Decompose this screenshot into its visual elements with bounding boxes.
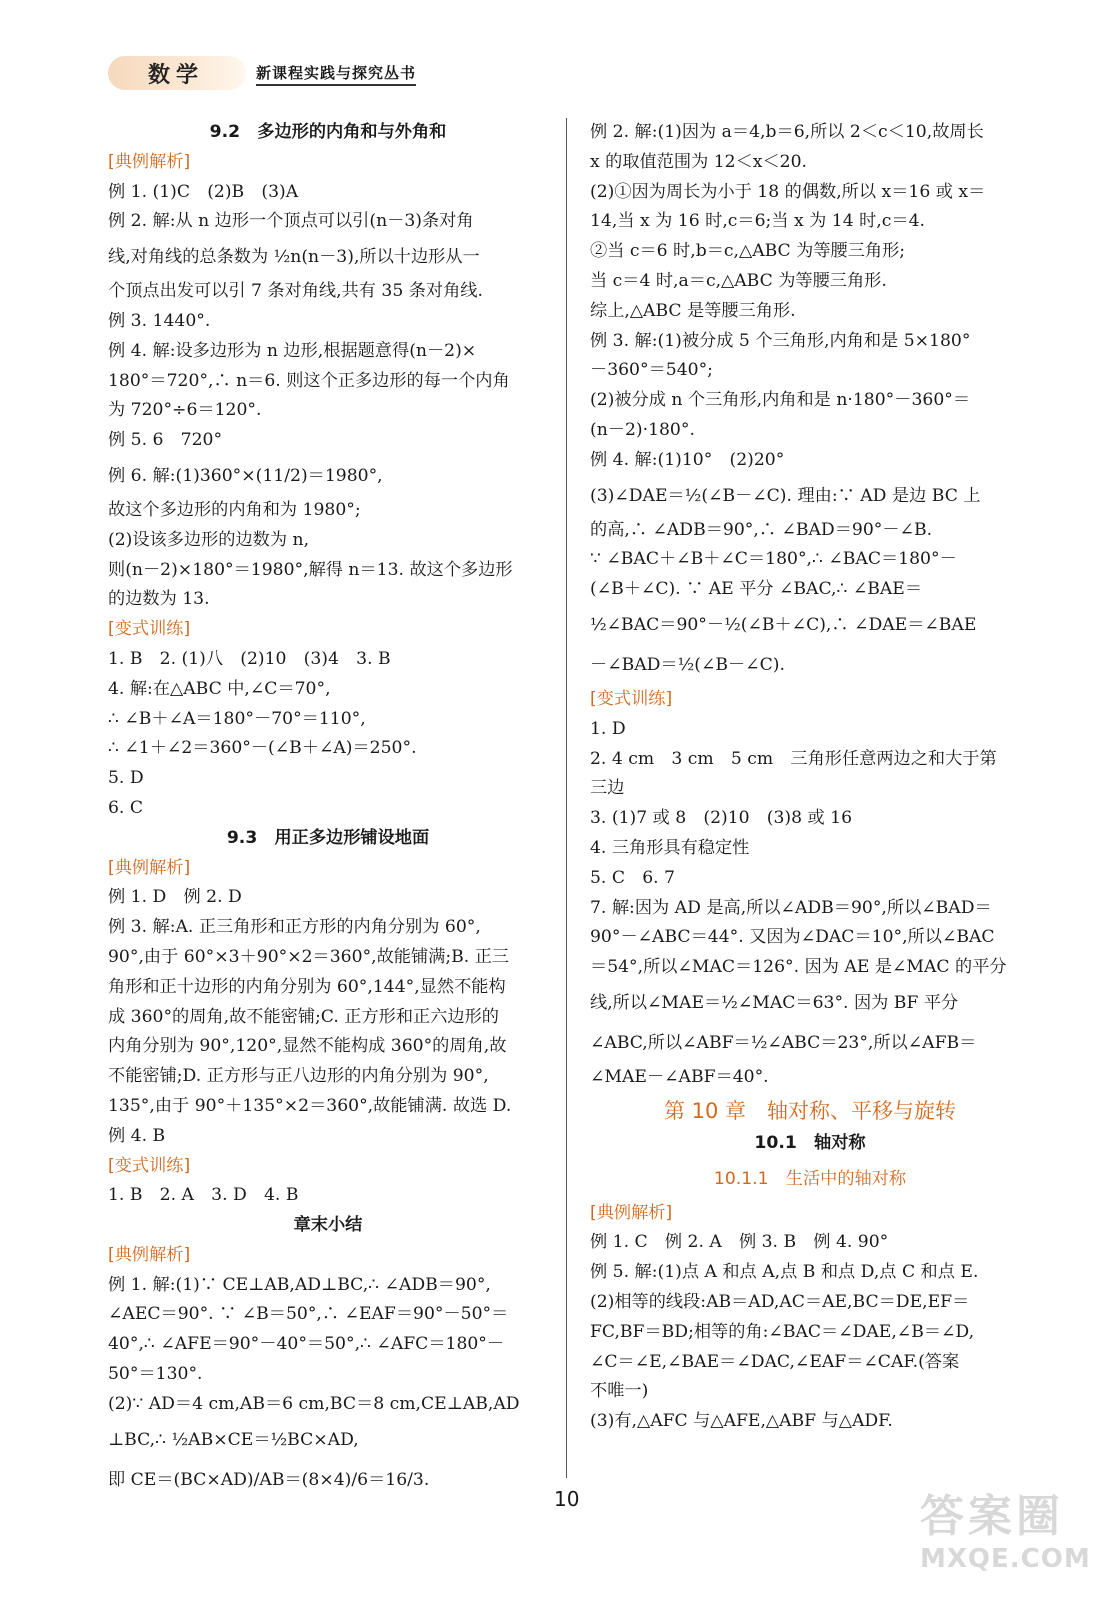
text-line: 例 1. (1)C (2)B (3)A (108, 181, 299, 202)
page-number: 10 (554, 1487, 580, 1511)
text-line: 成 360°的周角,故不能密铺;C. 正方形和正六边形的 (108, 1006, 499, 1027)
text-line: 故这个多边形的内角和为 1980°; (108, 499, 361, 520)
text-line: 3. (1)7 或 8 (2)10 (3)8 或 16 (590, 808, 853, 829)
text-line: 例 2. 解:从 n 边形一个顶点可以引(n－3)条对角 (108, 211, 474, 232)
text-line: 例 4. B (108, 1125, 166, 1146)
text-line: 三边 (590, 778, 625, 799)
section-tag: [变式训练] (108, 1155, 191, 1176)
text-line: 例 3. 解:(1)被分成 5 个三角形,内角和是 5×180° (590, 330, 971, 351)
text-line: (2)∵ AD＝4 cm,AB＝6 cm,BC＝8 cm,CE⊥AB,AD (108, 1393, 520, 1414)
page-header (108, 52, 438, 92)
text-line: 1. D (590, 718, 626, 739)
section-tag: [典例解析] (108, 857, 191, 878)
text-line: 4. 解:在△ABC 中,∠C＝70°, (108, 678, 331, 699)
text-line: FC,BF＝BD;相等的角:∠BAC＝∠DAE,∠B＝∠D, (590, 1321, 975, 1342)
text-line: 14,当 x 为 16 时,c＝6;当 x 为 14 时,c＝4. (590, 211, 925, 232)
text-line: 50°＝130°. (108, 1364, 203, 1385)
text-line: 90°,由于 60°×3＋90°×2＝360°,故能铺满;B. 正三 (108, 946, 510, 967)
section-tag: [变式训练] (590, 688, 673, 709)
text-line: 90°－∠ABC＝44°. 又因为∠DAC＝10°,所以∠BAC (590, 927, 995, 948)
series-title: 新课程实践与探究丛书 (256, 62, 416, 86)
text-line: 5. C 6. 7 (590, 867, 675, 888)
text-line: 2. 4 cm 3 cm 5 cm 三角形任意两边之和大于第 (590, 748, 997, 769)
text-line: 例 5. 解:(1)点 A 和点 A,点 B 和点 D,点 C 和点 E. (590, 1262, 979, 1283)
column-divider (566, 118, 567, 1478)
watermark-url: MXQE.COM (920, 1544, 1091, 1574)
text-line: 则(n－2)×180°＝1980°,解得 n＝13. 故这个多边形 (108, 559, 513, 580)
text-line: (2)相等的线段:AB＝AD,AC＝AE,BC＝DE,EF＝ (590, 1291, 970, 1312)
text-line: 个顶点出发可以引 7 条对角线,共有 35 条对角线. (108, 281, 483, 302)
text-line: 例 4. 解:设多边形为 n 边形,根据题意得(n－2)× (108, 340, 477, 361)
text-line: (2)被分成 n 个三角形,内角和是 n·180°－360°＝ (590, 390, 971, 411)
watermark-logo-text: 答案圈 (920, 1491, 1064, 1542)
formula-line: －∠BAD＝½(∠B－∠C). (590, 654, 785, 675)
section-tag: [变式训练] (108, 619, 191, 640)
text-line: 6. C (108, 797, 144, 818)
text-line: 的边数为 13. (108, 589, 210, 610)
text-line: 40°,∴ ∠AFE＝90°－40°＝50°,∴ ∠AFC＝180°－ (108, 1334, 505, 1355)
text-line: 例 2. 解:(1)因为 a＝4,b＝6,所以 2＜c＜10,故周长 (590, 122, 984, 142)
text-line: 7. 解:因为 AD 是高,所以∠ADB＝90°,所以∠BAD＝ (590, 897, 992, 918)
text-line: (∠B＋∠C). ∵ AE 平分 ∠BAC,∴ ∠BAE＝ (590, 579, 923, 600)
text-line: 当 c＝4 时,a＝c,△ABC 为等腰三角形. (590, 270, 887, 291)
text-line: ∴ ∠1＋∠2＝360°－(∠B＋∠A)＝250°. (108, 738, 417, 759)
section-title: 10.1 轴对称 (754, 1132, 866, 1153)
chapter-title: 第 10 章 轴对称、平移与旋转 (663, 1098, 957, 1123)
right-column (590, 118, 1030, 1437)
text-line: 角形和正十边形的内角分别为 60°,144°,显然不能构 (108, 976, 506, 997)
text-line: 例 4. 解:(1)10° (2)20° (590, 449, 785, 470)
text-line: 不能密铺;D. 正方形与正八边形的内角分别为 90°, (108, 1066, 489, 1087)
text-line: (2)设该多边形的边数为 n, (108, 529, 310, 550)
formula-line: 线,所以∠MAE＝½∠MAC＝63°. 因为 BF 平分 (590, 992, 959, 1013)
subsection-title: 10.1.1 生活中的轴对称 (713, 1168, 907, 1189)
formula-line: ∠ABC,所以∠ABF＝½∠ABC＝23°,所以∠AFB＝ (590, 1032, 977, 1053)
formula-line: ½∠BAC＝90°－½(∠B＋∠C),∴ ∠DAE＝∠BAE (590, 614, 977, 635)
text-line: 为 720°÷6＝120°. (108, 400, 262, 421)
text-line: 的高,∴ ∠ADB＝90°,∴ ∠BAD＝90°－∠B. (590, 519, 933, 540)
text-line: 1. B 2. (1)八 (2)10 (3)4 3. B (108, 648, 391, 669)
text-line: 不唯一) (590, 1381, 649, 1402)
text-line: 综上,△ABC 是等腰三角形. (590, 300, 796, 321)
text-line: 135°,由于 90°＋135°×2＝360°,故能铺满. 故选 D. (108, 1095, 512, 1116)
text-line: 例 3. 解:A. 正三角形和正方形的内角分别为 60°, (108, 917, 481, 938)
text-line: ∠C＝∠E,∠BAE＝∠DAC,∠EAF＝∠CAF.(答案 (590, 1351, 960, 1372)
text-line: 5. D (108, 768, 144, 789)
formula-line: ⊥BC,∴ ½AB×CE＝½BC×AD, (108, 1429, 359, 1450)
text-line: 例 1. D 例 2. D (108, 887, 242, 908)
section-tag: [典例解析] (590, 1202, 673, 1223)
text-line: 180°＝720°,∴ n＝6. 则这个正多边形的每一个内角 (108, 370, 510, 391)
text-line: 内角分别为 90°,120°,显然不能构成 360°的周角,故 (108, 1036, 507, 1057)
section-title: 9.2 多边形的内角和与外角和 (209, 122, 447, 142)
text-line: ②当 c＝6 时,b＝c,△ABC 为等腰三角形; (590, 241, 906, 262)
formula-line: (3)∠DAE＝½(∠B－∠C). 理由:∵ AD 是边 BC 上 (590, 485, 981, 506)
section-tag: [典例解析] (108, 1244, 191, 1265)
text-line: 例 5. 6 720° (108, 430, 223, 451)
text-line: ∴ ∠B＋∠A＝180°－70°＝110°, (108, 708, 366, 729)
subject-title: 数学 (148, 63, 205, 88)
text-line: x 的取值范围为 12＜x＜20. (590, 151, 808, 172)
watermark (920, 1480, 1100, 1590)
text-line: ＝54°,所以∠MAC＝126°. 因为 AE 是∠MAC 的平分 (590, 957, 1007, 978)
text-line: －360°＝540°; (590, 360, 713, 381)
formula-line: 线,对角线的总条数为 ½n(n－3),所以十边形从一 (108, 247, 480, 268)
text-line: (2)①因为周长为小于 18 的偶数,所以 x＝16 或 x＝ (590, 181, 986, 202)
text-line: (n－2)·180°. (590, 419, 695, 440)
text-line: (3)有,△AFC 与△AFE,△ABF 与△ADF. (590, 1411, 893, 1432)
left-column (108, 118, 548, 1500)
text-line: ∠AEC＝90°. ∵ ∠B＝50°,∴ ∠EAF＝90°－50°＝ (108, 1304, 509, 1325)
text-line: 例 1. 解:(1)∵ CE⊥AB,AD⊥BC,∴ ∠ADB＝90°, (108, 1274, 491, 1295)
text-line: 4. 三角形具有稳定性 (590, 837, 750, 858)
text-line: 例 3. 1440°. (108, 310, 211, 331)
section-tag: [典例解析] (108, 151, 191, 172)
formula-line: 例 6. 解:(1)360°×(11/2)＝1980°, (108, 465, 383, 486)
text-line: 1. B 2. A 3. D 4. B (108, 1185, 299, 1206)
text-line: ∠MAE－∠ABF＝40°. (590, 1066, 769, 1087)
section-title: 9.3 用正多边形铺设地面 (226, 827, 430, 848)
formula-line: 即 CE＝(BC×AD)/AB＝(8×4)/6＝16/3. (108, 1469, 430, 1490)
text-line: ∵ ∠BAC＋∠B＋∠C＝180°,∴ ∠BAC＝180°－ (590, 549, 957, 570)
section-title: 章末小结 (293, 1215, 363, 1236)
text-line: 例 1. C 例 2. A 例 3. B 例 4. 90° (590, 1232, 889, 1253)
